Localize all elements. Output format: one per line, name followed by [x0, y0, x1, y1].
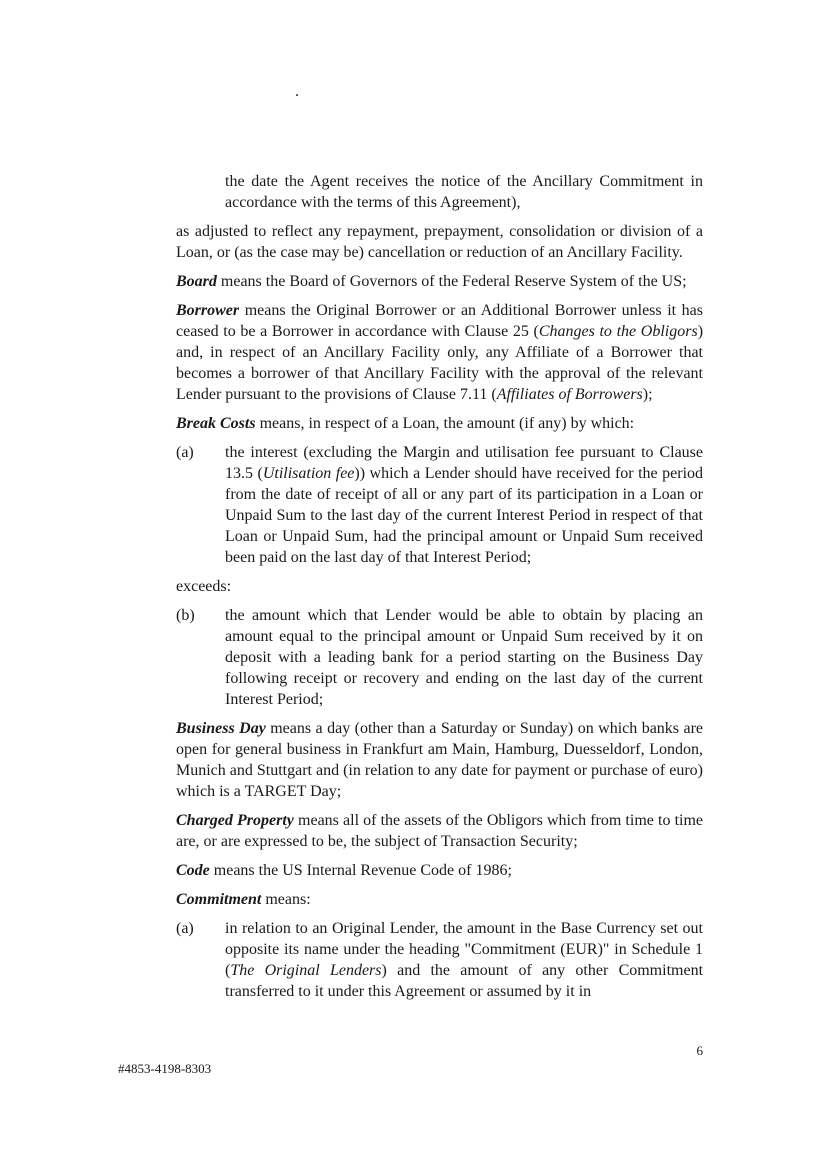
- text-segment: means the Board of Governors of the Federal Reserve System of the US;: [216, 273, 687, 290]
- list-item-b: [176, 605, 703, 710]
- definition-term: Charged Property: [176, 812, 294, 829]
- list-item-label: (a): [176, 444, 194, 461]
- text-segment: as adjusted to reflect any repayment, prepayment, consolidation or division of a Loan, or (as the case may be) cancellation or reduction of an Ancillary Facility.: [176, 223, 703, 261]
- definition-business-day: [176, 718, 703, 802]
- document-body: [176, 171, 703, 1010]
- paragraph-as-adjusted: [176, 221, 703, 263]
- stray-dot-mark: .: [295, 83, 299, 100]
- text-segment: means a day (other than a Saturday or Sunday) on which banks are open for general business in Frankfurt am Main, Hamburg, Duesseldorf, London, Munich and Stuttgart and (in relation to any date for payment or purchase of euro) which is a TARGET Day;: [176, 720, 703, 800]
- page-number: 6: [696, 1043, 703, 1058]
- definition-term: Code: [176, 862, 210, 879]
- text-segment: in relation to an Original Lender, the amount in the Base Currency set out opposite its name under the heading "Commitment (EUR)" in Schedule 1 (: [225, 920, 703, 979]
- definition-term: Break Costs: [176, 415, 256, 432]
- text-segment: ) and, in respect of an Ancillary Facility only, any Affiliate of a Borrower that becomes a borrower of that Ancillary Facility with the approval of the relevant Lender pursuant to the provisions of Clause 7.11 (: [176, 323, 704, 403]
- text-segment: );: [642, 386, 653, 403]
- text-segment: the date the Agent receives the notice of the Ancillary Commitment in accordance with the terms of this Agreement),: [225, 173, 703, 211]
- definition-term: Borrower: [176, 302, 240, 319]
- text-segment: means the US Internal Revenue Code of 1986;: [209, 862, 512, 879]
- list-item-a: [176, 442, 703, 568]
- definition-charged-property: [176, 810, 703, 852]
- text-segment: the amount which that Lender would be able to obtain by placing an amount equal to the principal amount or Unpaid Sum received by it on deposit with a leading bank for a period starting on the Business Day following receipt or recovery and ending on the last day of the current Interest Period;: [225, 607, 703, 708]
- definition-break-costs: [176, 413, 703, 434]
- text-segment: means the Original Borrower or an Additional Borrower unless it has ceased to be a Borrower in accordance with Clause 25 (: [176, 302, 703, 340]
- list-item-label: (a): [176, 920, 194, 937]
- schedule-reference: The Original Lenders: [230, 962, 382, 979]
- clause-reference: Affiliates of Borrowers: [496, 386, 643, 403]
- text-segment: the interest (excluding the Margin and utilisation fee pursuant to Clause 13.5 (: [225, 444, 703, 482]
- paragraph-exceeds: [176, 576, 703, 597]
- text-segment: exceeds:: [176, 578, 232, 595]
- text-segment: )) which a Lender should have received for the period from the date of receipt of all or any part of its participation in a Loan or Unpaid Sum to the last day of the current Interest Period in respect of that Loan or Unpaid Sum, had the principal amount or Unpaid Sum received been paid on the last day of that Interest Period;: [225, 465, 704, 566]
- definition-term: Board: [176, 273, 217, 290]
- clause-reference: Changes to the Obligors: [538, 323, 698, 340]
- text-segment: means all of the assets of the Obligors which from time to time are, or are expressed to be, the subject of Transaction Security;: [176, 812, 703, 850]
- definition-board: [176, 271, 703, 292]
- document-id-footer: #4853-4198-8303: [118, 1061, 212, 1076]
- list-item-label: (b): [176, 607, 195, 624]
- definition-term: Commitment: [176, 891, 262, 908]
- clause-reference: Utilisation fee: [262, 465, 355, 482]
- continuation-paragraph: [176, 171, 703, 213]
- list-item-a-commitment: [176, 918, 703, 1002]
- definition-commitment: [176, 889, 703, 910]
- text-segment: means, in respect of a Loan, the amount (if any) by which:: [255, 415, 635, 432]
- text-segment: means:: [261, 891, 311, 908]
- text-segment: ) and the amount of any other Commitment transferred to it under this Agreement or assumed by it in: [225, 962, 704, 1000]
- definition-term: Business Day: [176, 720, 266, 737]
- definition-borrower: [176, 300, 703, 405]
- definition-code: [176, 860, 703, 881]
